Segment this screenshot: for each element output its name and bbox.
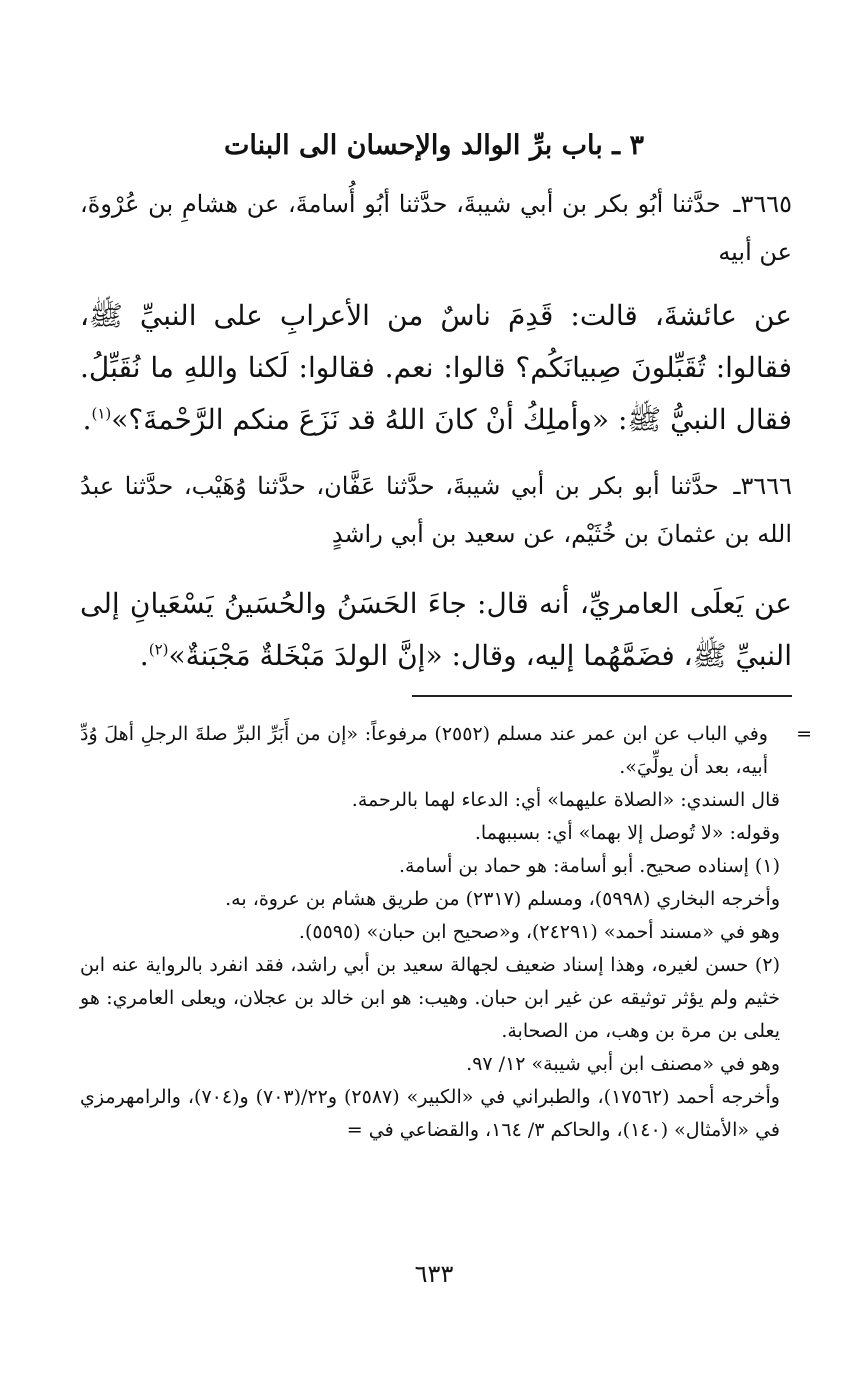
hadith-matn <box>80 290 792 446</box>
hadith-isnad <box>80 462 792 558</box>
footnote-line: وهو في «مسند أحمد» (٢٤٢٩١)، و«صحيح ابن حبان» (٥٥٩٥). <box>298 921 780 943</box>
footnote-2: (٢) حسن لغيره، وهذا إسناد ضعيف لجهالة سعيد بن أبي راشد، فقد انفرد بالرواية عنه ابن خثيم ولم يؤثر توثيقه عن غير ابن حبان. وهيب: هو ابن خالد بن عجلان، ويعلى العامري: هو يعلى بن مرة بن وهب، من الصحابة. <box>80 954 780 1042</box>
footnote-line: وهو في «مصنف ابن أبي شيبة» ١٢/ ٩٧. <box>466 1053 780 1075</box>
matn-end: . <box>82 403 92 436</box>
footnote-continuation: وفي الباب عن ابن عمر عند مسلم (٢٥٥٢) مرفوعاً: «إن من أَبَرِّ البرِّ صلةَ الرجلِ أهلَ وُدِّ أبيه، بعد أن يولِّيَ». <box>80 723 768 778</box>
footnote-reference[interactable]: (٢) <box>148 640 169 659</box>
footnote-reference[interactable]: (١) <box>91 404 112 423</box>
isnad-text: حدَّثنا أبُو بكر بن أبي شيبةَ، حدَّثنا أبُو أُسامةَ، عن هشامِ بن عُرْوةَ، عن أبيه <box>80 190 792 266</box>
footnotes-section <box>80 718 812 1147</box>
footnote-line: وأخرجه البخاري (٥٩٩٨)، ومسلم (٢٣١٧) من طريق هشام بن عروة، به. <box>225 888 780 910</box>
hadith-number: ٣٦٦٥ـ <box>733 190 792 218</box>
page-number: ٦٣٣ <box>414 1260 454 1288</box>
footnote-line: وقوله: «لا تُوصل إلا بهما» أي: بسببهما. <box>474 822 780 844</box>
matn-text: عن يَعلَى العامريِّ، أنه قال: جاءَ الحَسَنُ والحُسَينُ يَسْعَيانِ إلى النبيِّ ﷺ، فضَمَّهُما إليه، وقال: «إنَّ الولدَ مَبْخَلةٌ مَجْبَنةٌ» <box>80 587 792 672</box>
footnote-line: وأخرجه أحمد (١٧٥٦٢)، والطبراني في «الكبير» (٢٥٨٧) و٢٢/(٧٠٣) و(٧٠٤)، والرامهرمزي في «الأمثال» (١٤٠)، والحاكم ٣/ ١٦٤، والقضاعي في = <box>80 1086 780 1141</box>
footnote-line: قال السندي: «الصلاة عليهما» أي: الدعاء لهما بالرحمة. <box>351 789 780 811</box>
continuation-marker: = <box>796 723 812 745</box>
hadith-isnad <box>80 180 792 276</box>
footnote-line: (١) إسناده صحيح. أبو أسامة: هو حماد بن أسامة. <box>398 855 780 877</box>
footnote-divider <box>412 695 792 697</box>
hadith-matn <box>80 578 792 682</box>
hadith-number: ٣٦٦٦ـ <box>733 472 792 500</box>
matn-text: عن عائشةَ، قالت: قَدِمَ ناسٌ من الأعرابِ على النبيِّ ﷺ، فقالوا: تُقَبِّلونَ صِبيانَكُم؟ قالوا: نعم. فقالوا: لَكنا واللهِ ما نُقَبِّلُ. فقال النبيُّ ﷺ: «وأملِكُ أنْ كانَ اللهُ قد نَزَعَ منكم الرَّحْمةَ؟» <box>80 299 792 436</box>
chapter-title: ٣ ـ باب برِّ الوالد والإحسان الى البنات <box>223 130 645 161</box>
matn-end: . <box>139 639 149 672</box>
isnad-text: حدَّثنا أبو بكر بن أبي شيبةَ، حدَّثنا عَفَّان، حدَّثنا وُهَيْب، حدَّثنا عبدُ الله بن عثمانَ بن خُثَيْم، عن سعيد بن أبي راشدٍ <box>80 472 792 548</box>
